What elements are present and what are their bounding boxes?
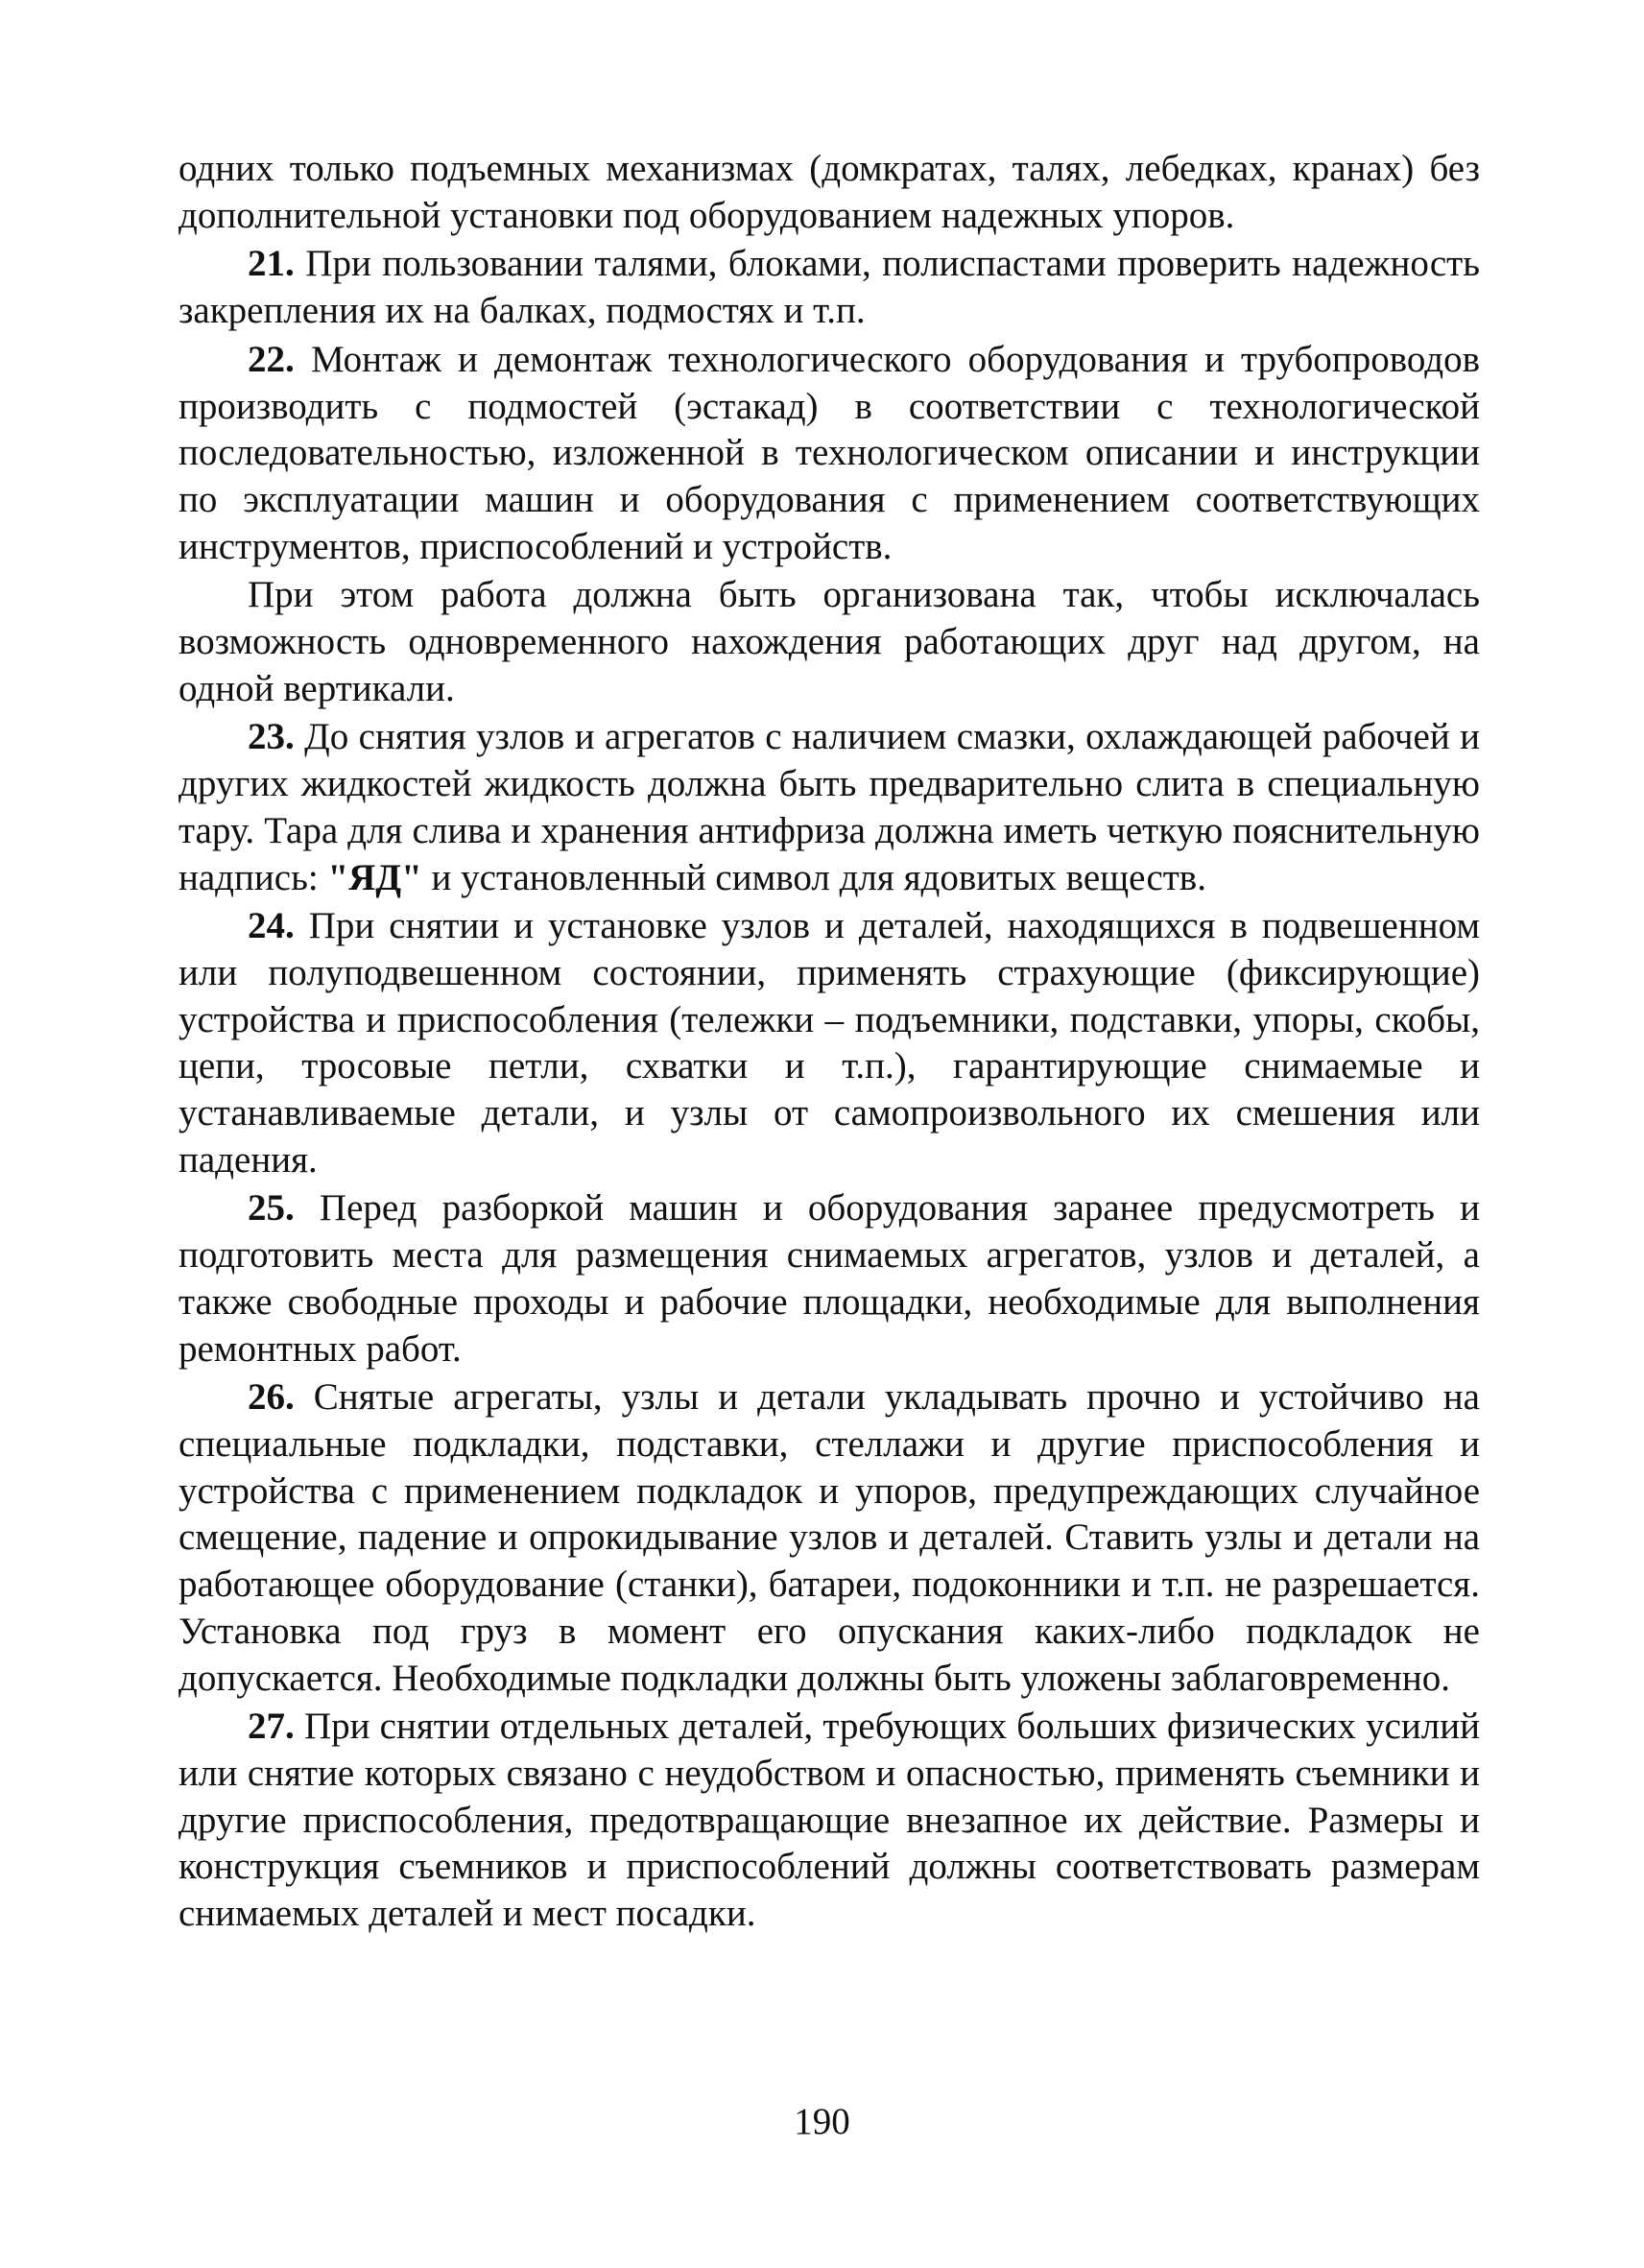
document-body	[179, 146, 1480, 1940]
item-number: 21.	[248, 243, 295, 285]
item-number: 27.	[248, 1706, 295, 1748]
item-text: Перед разборкой машин и оборудования заранее предусмотреть и подготовить места для размещения снимаемых агрегатов, узлов и деталей, а также свободные проходы и рабочие площадки, необходимые для выполнения ремонтных работ.	[179, 1187, 1480, 1370]
paragraph-item-21	[179, 241, 1480, 334]
item-number: 25.	[248, 1187, 295, 1229]
item-number: 22.	[248, 338, 295, 380]
item-text: При снятии и установке узлов и деталей, находящихся в подвешенном или полуподвешенном состоянии, применять страхующие (фиксирующие) устройства и приспособления (тележки – подъемники, подставки, упоры, скобы, цепи, тросовые петли, схватки и т.п.), гарантирующие снимаемые и устанавливаемые детали, и узлы от самопроизвольного их смешения или падения.	[179, 905, 1480, 1181]
page-number: 190	[794, 2101, 850, 2142]
paragraph-item-22-note	[179, 572, 1480, 712]
item-text: Монтаж и демонтаж технологического оборудования и трубопроводов производить с подмостей (эстакад) в соответствии с технологической последовательностью, изложенной в технологическом описании и инструкции по эксплуатации машин и оборудования с применением соответствующих инструментов, приспособлений и устройств.	[179, 338, 1480, 567]
item-number: 23.	[248, 716, 295, 758]
item-text: Снятые агрегаты, узлы и детали укладывать прочно и устойчиво на специальные подкладки, подставки, стеллажи и другие приспособления и устройства с применением подкладок и упоров, предупреждающих случайное смещение, падение и опрокидывание узлов и деталей. Ставить узлы и детали на работающее оборудование (станки), батареи, подоконники и т.п. не разрешается. Установка под груз в момент его опускания каких-либо подкладок не допускается. Необходимые подкладки должны быть уложены заблаговременно.	[179, 1376, 1480, 1699]
paragraph-item-25	[179, 1185, 1480, 1373]
item-text: При пользовании талями, блоками, полиспастами проверить надежность закрепления их на балках, подмостях и т.п.	[179, 243, 1480, 332]
item-text: и установленный символ для ядовитых веществ.	[421, 856, 1206, 898]
poison-label: "ЯД"	[327, 856, 422, 898]
paragraph-item-24	[179, 903, 1480, 1183]
item-text: При этом работа должна быть организована так, чтобы исключалась возможность одновременного нахождения работающих друг над другом, на одной вертикали.	[179, 574, 1480, 709]
item-text: До снятия узлов и агрегатов с наличием смазки, охлаждающей рабочей и других жидкостей жидкость должна быть предварительно слита в специальную тару. Тара для слива и хранения антифриза должна иметь четкую пояснительную надпись:	[179, 716, 1480, 898]
paragraph-item-27	[179, 1704, 1480, 1938]
paragraph-item-22	[179, 337, 1480, 571]
paragraph-continuation: одних только подъемных механизмах (домкратах, талях, лебедках, кранах) без дополнительной установки под оборудованием надежных упоров.	[179, 148, 1480, 236]
paragraph-item-23	[179, 714, 1480, 901]
item-number: 24.	[248, 905, 295, 947]
item-number: 26.	[248, 1376, 295, 1419]
paragraph-item-26	[179, 1374, 1480, 1702]
item-text: При снятии отдельных деталей, требующих больших физических усилий или снятие которых связано с неудобством и опасностью, применять съемники и другие приспособления, предотвращающие внезапное их действие. Размеры и конструкция съемников и приспособлений должны соответствовать размерам снимаемых деталей и мест посадки.	[179, 1706, 1480, 1935]
